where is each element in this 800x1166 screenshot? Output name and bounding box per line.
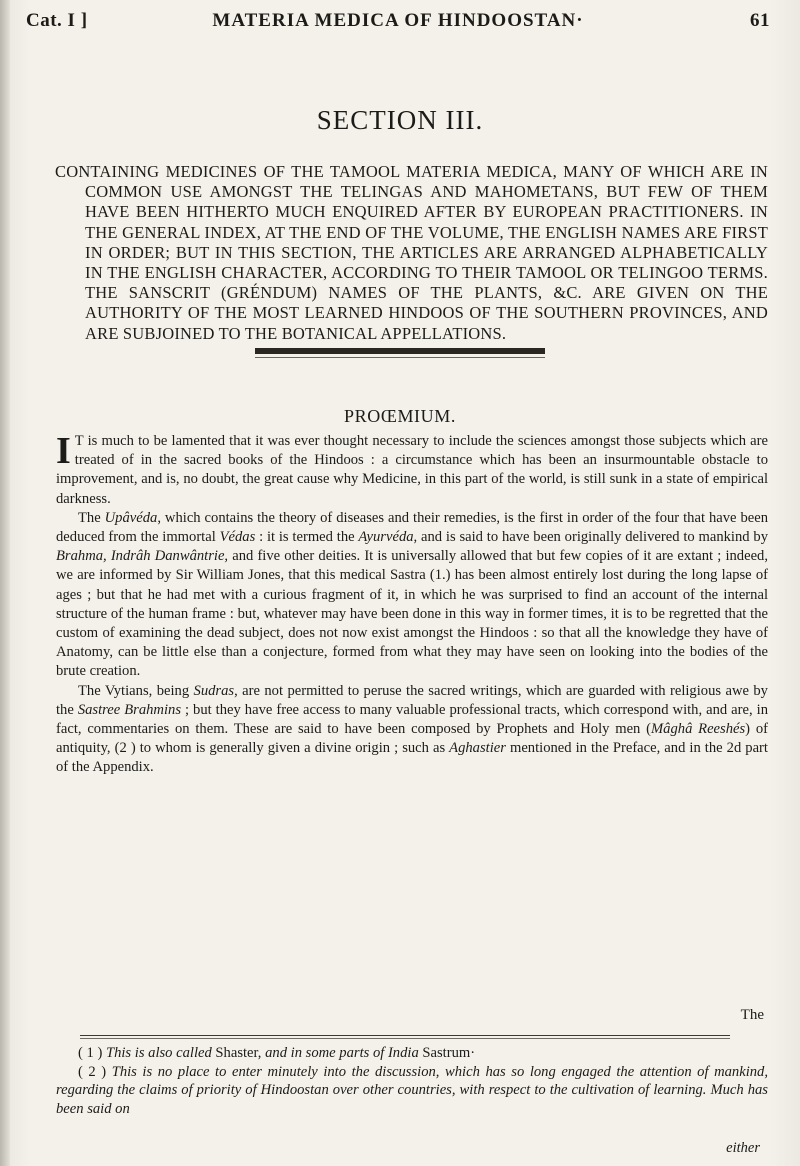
text-run: ) of antiquity, (2 ) to whom is generally given a divine origin ; such as bbox=[56, 721, 768, 757]
catchword: The bbox=[740, 1007, 764, 1023]
term-ayurveda: Ayurvéda bbox=[358, 529, 414, 546]
footnote-catchword: either bbox=[726, 1140, 760, 1156]
term-aghastier: Aghastier bbox=[449, 740, 506, 757]
text-run: and five other deities. It is universally allowed that but few copies of it are extant ; indeed, we are informed by Sir William Jones, that this medical Sastra (1.) has been almost entirely lost during the long lapse of ages ; but that he had met with a curious fragment of it, in which he was surprised to find an account of the internal structure of the human frame : but, whatever may have been done in this way in former times, it is to be regretted that the custom of examining the dead subject, does not now exist amongst the Hindoos : so that all the knowledge they have of Anatomy, can be little else than a conjecture, formed from what they may have seen on looking into the bodies of the brute creation. bbox=[56, 548, 768, 680]
term-upaveda: Upâvéda bbox=[104, 509, 158, 526]
running-head-title: MATERIA MEDICA OF HINDOOSTAN· bbox=[212, 10, 584, 31]
paragraph-2 bbox=[56, 509, 768, 682]
text-run: Sastrum· bbox=[418, 1045, 476, 1061]
footnote-2-text: This is no place to enter minutely into the discussion, which has so long engaged the attention of mankind, regarding the claims of priority of Hindoostan over other countries, with respect to the cultivation of learning. Much has been said on bbox=[56, 1063, 769, 1117]
page-number: 61 bbox=[750, 10, 770, 31]
footnote-mark: ( 2 ) bbox=[78, 1063, 112, 1080]
paragraph-1-text: T is much to be lamented that it was ever thought necessary to include the sciences amongst those subjects which are treated of in the sacred books of the Hindoos : a circumstance which has been an insurmountable obstacle to improvement, and is, no doubt, the great cause why Medicine, in this part of the world, is still sunk in a state of empirical darkness. bbox=[56, 433, 768, 507]
text-run: , which contains the theory of diseases and their remedies, is the first in order of the four that have been deduced from the immortal bbox=[56, 509, 768, 546]
text-run: The Vytians, being bbox=[78, 682, 194, 699]
term-deities: Brahma, Indrâh Danwântrie, bbox=[56, 548, 229, 565]
text-run: ; but they have free access to many valuable professional tracts, which correspond with, and are, in fact, commentaries on them. These are said to have been composed by Prophets and Holy men ( bbox=[56, 701, 768, 738]
section-heading: SECTION III. bbox=[316, 105, 484, 135]
section-summary: CONTAINING MEDICINES OF THE TAMOOL MATERIA MEDICA, MANY OF WHICH ARE IN COMMON USE AMONGST THE TELINGAS AND MAHOMETANS, BUT FEW OF THEM HAVE BEEN HITHERTO MUCH ENQUIRED AFTER BY EUROPEAN PRACTITIONERS. IN THE GENERAL INDEX, AT THE END OF THE VOLUME, THE ENGLISH NAMES ARE FIRST IN ORDER; BUT IN THIS SECTION, THE ARTICLES ARE ARRANGED ALPHABETICALLY IN THE ENGLISH CHARACTER, ACCORDING TO THEIR TAMOOL OR TELINGOO TERMS. THE SANSCRIT (GRÉNDUM) NAMES OF THE PLANTS, &C. ARE GIVEN ON THE AUTHORITY OF THE MOST LEARNED HINDOOS OF THE SOUTHERN PROVINCES, AND ARE SUBJOINED TO THE BOTANICAL APPELLATIONS. bbox=[55, 162, 768, 343]
paragraph-3 bbox=[56, 682, 768, 778]
proemium-body bbox=[56, 432, 768, 778]
page-spine-shadow bbox=[0, 0, 10, 1166]
footnote-mark: ( 1 ) bbox=[78, 1045, 106, 1061]
term-vedas: Védas bbox=[219, 529, 256, 546]
ornamental-rule bbox=[255, 348, 545, 354]
term-sudras: Sudras bbox=[193, 682, 235, 699]
text-run: This is also called bbox=[105, 1045, 212, 1061]
text-run: , are not permitted to peruse the sacred writings, which are guarded with religious awe by the bbox=[56, 682, 768, 718]
running-head bbox=[26, 6, 770, 38]
text-run: , and is said to have been originally delivered to mankind by bbox=[413, 529, 768, 546]
footnote-rule bbox=[80, 1035, 730, 1036]
text-run: Shaster, bbox=[211, 1045, 266, 1061]
drop-cap: I bbox=[56, 430, 71, 472]
term-sastree-brahmins: Sastree Brahmins bbox=[77, 701, 181, 718]
footnote-1 bbox=[56, 1044, 768, 1063]
running-head-category: Cat. I ] bbox=[26, 10, 88, 31]
footnote-rule-secondary bbox=[80, 1038, 730, 1039]
text-run: : it is termed the bbox=[255, 529, 359, 546]
proemium-title: PROŒMIUM. bbox=[344, 406, 456, 426]
text-run: The bbox=[78, 509, 105, 526]
term-magha-reeshes: Mâghâ Reeshés bbox=[651, 721, 746, 738]
paragraph-1 bbox=[56, 432, 768, 509]
text-run: mentioned in the Preface, and in the 2d part of the Appendix. bbox=[56, 740, 768, 776]
footnote-2 bbox=[56, 1063, 768, 1119]
text-run: and in some parts of India bbox=[265, 1045, 419, 1061]
ornamental-rule-thin bbox=[255, 357, 545, 358]
footnotes bbox=[56, 1044, 768, 1118]
